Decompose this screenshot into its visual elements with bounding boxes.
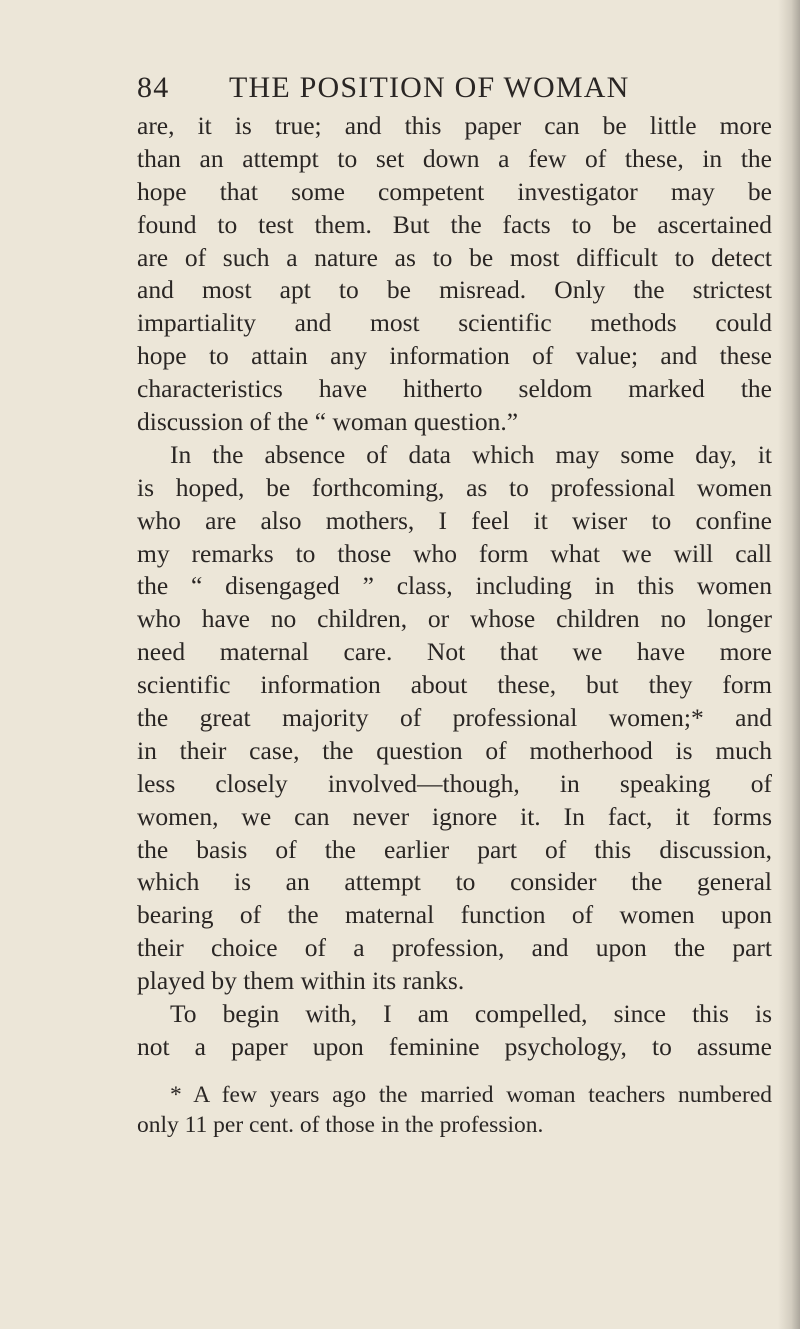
text-line: my remarks to those who form what we will call — [137, 538, 772, 568]
text-line: is hoped, be forthcoming, as to professional women — [137, 472, 772, 502]
text-line: played by them within its ranks. — [137, 966, 465, 996]
running-head — [137, 70, 772, 110]
text-line: characteristics have hitherto seldom marked the — [137, 374, 772, 404]
page-number: 84 — [137, 71, 170, 104]
text-line: the great majority of professional women;* and — [137, 703, 772, 733]
footnote-line: * A few years ago the married woman teachers numbered — [170, 1081, 772, 1108]
text-line: need maternal care. Not that we have more — [137, 637, 772, 667]
text-line: than an attempt to set down a few of these, in the — [137, 143, 772, 173]
text-line: which is an attempt to consider the general — [137, 867, 772, 897]
text-line: are of such a nature as to be most difficult to detect — [137, 242, 772, 272]
body-text — [137, 110, 772, 1064]
text-line: found to test them. But the facts to be ascertained — [137, 209, 772, 239]
text-line: who have no children, or whose children no longer — [137, 604, 772, 634]
text-line: and most apt to be misread. Only the strictest — [137, 275, 772, 305]
text-line: their choice of a profession, and upon the part — [137, 933, 772, 963]
text-line: in their case, the question of motherhood is much — [137, 735, 772, 765]
footnote — [137, 1080, 772, 1140]
page-edge-shadow — [778, 0, 800, 1329]
text-line: impartiality and most scientific methods could — [137, 308, 772, 338]
footnote-line: only 11 per cent. of those in the profession. — [137, 1111, 544, 1138]
text-line: bearing of the maternal function of women upon — [137, 900, 772, 930]
text-line: hope to attain any information of value; and these — [137, 341, 772, 371]
text-line: are, it is true; and this paper can be little more — [137, 111, 772, 140]
text-line: not a paper upon feminine psychology, to assume — [137, 1031, 772, 1061]
text-line: In the absence of data which may some day, it — [170, 439, 772, 469]
text-line: To begin with, I am compelled, since this is — [170, 999, 772, 1029]
text-line: hope that some competent investigator may be — [137, 176, 772, 206]
running-title: THE POSITION OF WOMAN — [229, 71, 630, 104]
text-line: the basis of the earlier part of this discussion, — [137, 834, 772, 864]
text-line: the “ disengaged ” class, including in this women — [137, 571, 772, 601]
text-line: discussion of the “ woman question.” — [137, 407, 519, 437]
book-page — [137, 70, 772, 1140]
text-line: women, we can never ignore it. In fact, it forms — [137, 801, 772, 831]
text-line: scientific information about these, but they form — [137, 670, 772, 700]
text-line: less closely involved—though, in speaking of — [137, 768, 772, 798]
text-line: who are also mothers, I feel it wiser to confine — [137, 505, 772, 535]
